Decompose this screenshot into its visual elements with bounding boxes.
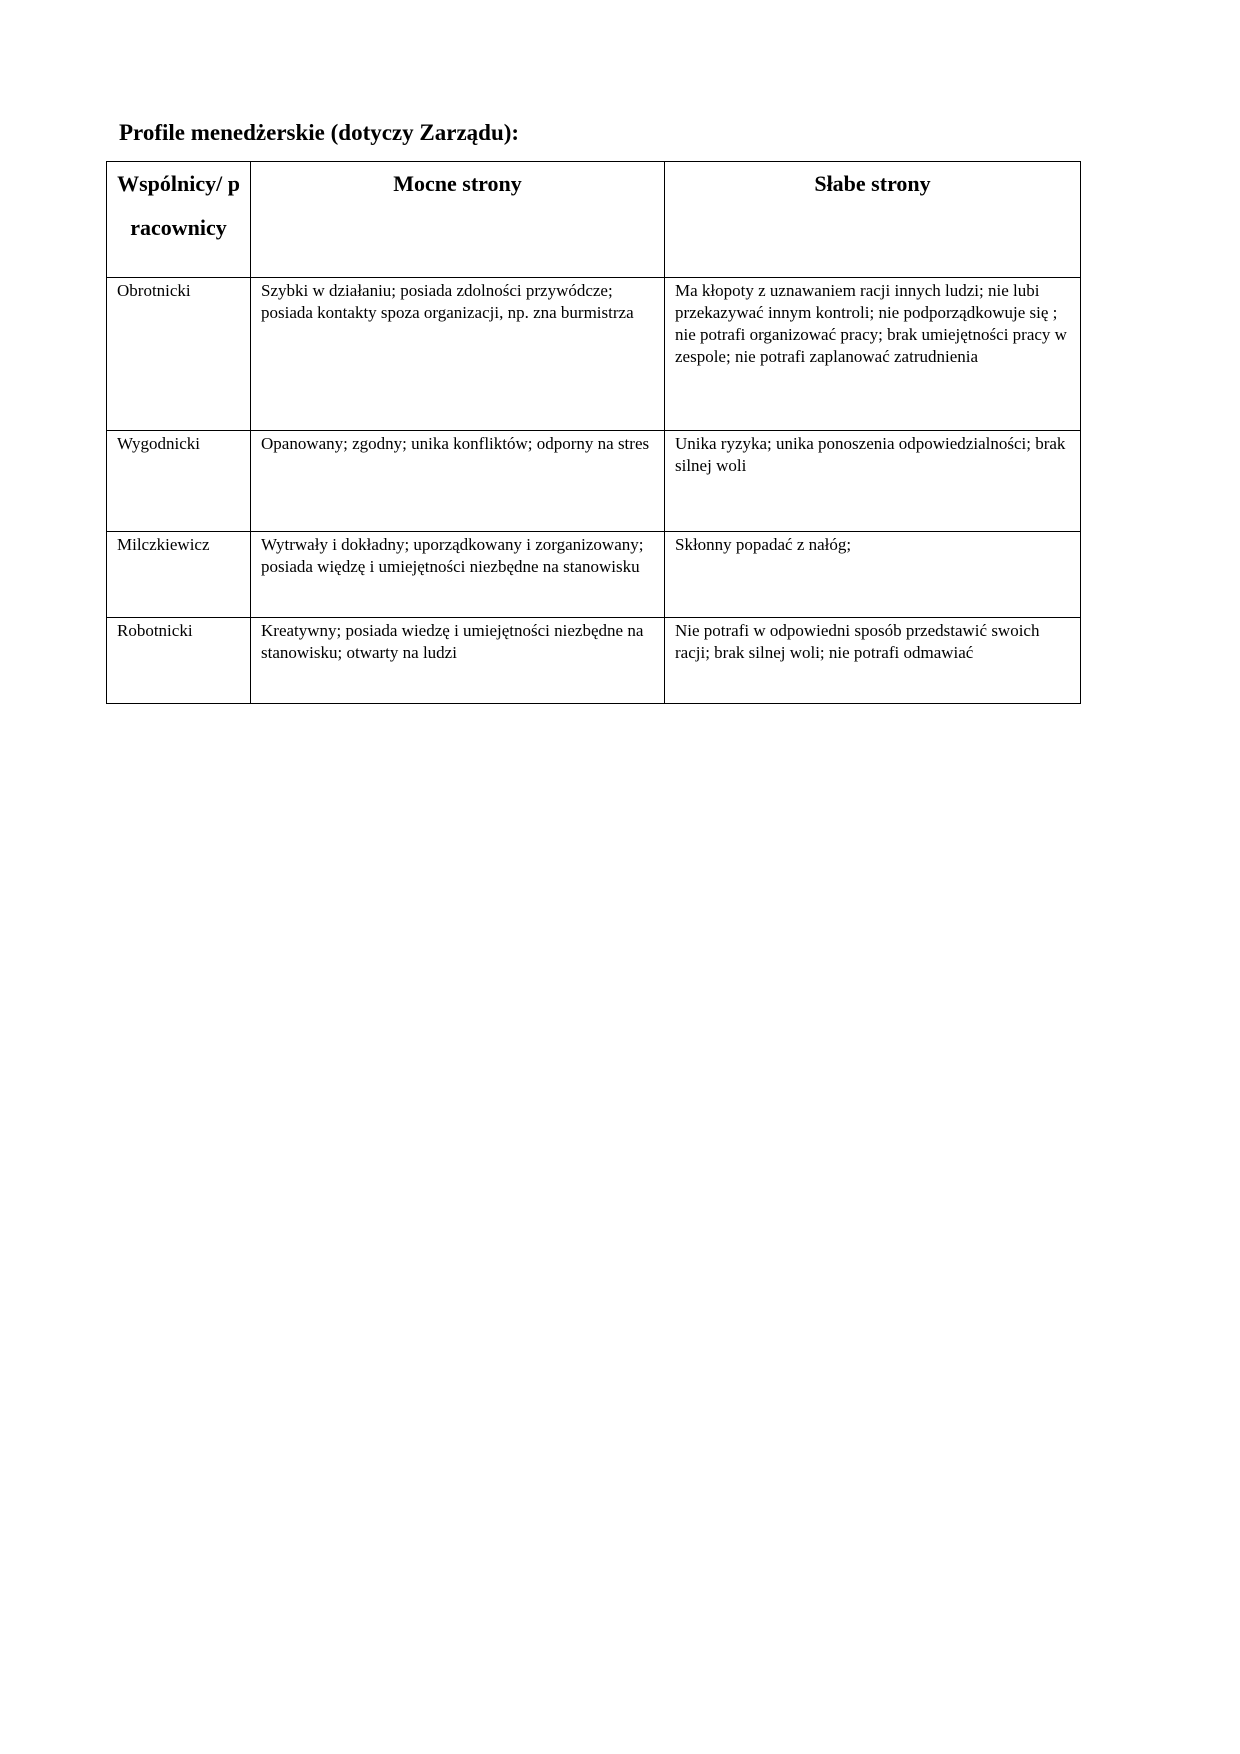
strengths-cell: Kreatywny; posiada wiedzę i umiejętności niezbędne na stanowisku; otwarty na ludzi (251, 618, 665, 704)
table-row (107, 431, 1081, 532)
header-strengths: Mocne strony (251, 162, 665, 278)
person-name: Wygodnicki (107, 431, 251, 532)
header-weaknesses: Słabe strony (665, 162, 1081, 278)
header-partners: Wspólnicy/ pracownicy (107, 162, 251, 278)
person-name: Milczkiewicz (107, 532, 251, 618)
weaknesses-cell: Nie potrafi w odpowiedni sposób przedstawić swoich racji; brak silnej woli; nie potrafi odmawiać (665, 618, 1081, 704)
person-name: Robotnicki (107, 618, 251, 704)
strengths-cell: Opanowany; zgodny; unika konfliktów; odporny na stres (251, 431, 665, 532)
table-row (107, 278, 1081, 431)
page-title: Profile menedżerskie (dotyczy Zarządu): (119, 120, 520, 145)
table-header-row (107, 162, 1081, 278)
strengths-cell: Wytrwały i dokładny; uporządkowany i zorganizowany; posiada więdzę i umiejętności niezbędne na stanowisku (251, 532, 665, 618)
table-row (107, 532, 1081, 618)
weaknesses-cell: Skłonny popadać z nałóg; (665, 532, 1081, 618)
weaknesses-cell: Ma kłopoty z uznawaniem racji innych ludzi; nie lubi przekazywać innym kontroli; nie podporządkowuje się ; nie potrafi organizować pracy; brak umiejętności pracy w zespole; nie potrafi zaplanować zatrudnienia (665, 278, 1081, 431)
person-name: Obrotnicki (107, 278, 251, 431)
strengths-cell: Szybki w działaniu; posiada zdolności przywódcze; posiada kontakty spoza organizacji, np. zna burmistrza (251, 278, 665, 431)
table-row (107, 618, 1081, 704)
weaknesses-cell: Unika ryzyka; unika ponoszenia odpowiedzialności; brak silnej woli (665, 431, 1081, 532)
profiles-table (106, 161, 1081, 704)
